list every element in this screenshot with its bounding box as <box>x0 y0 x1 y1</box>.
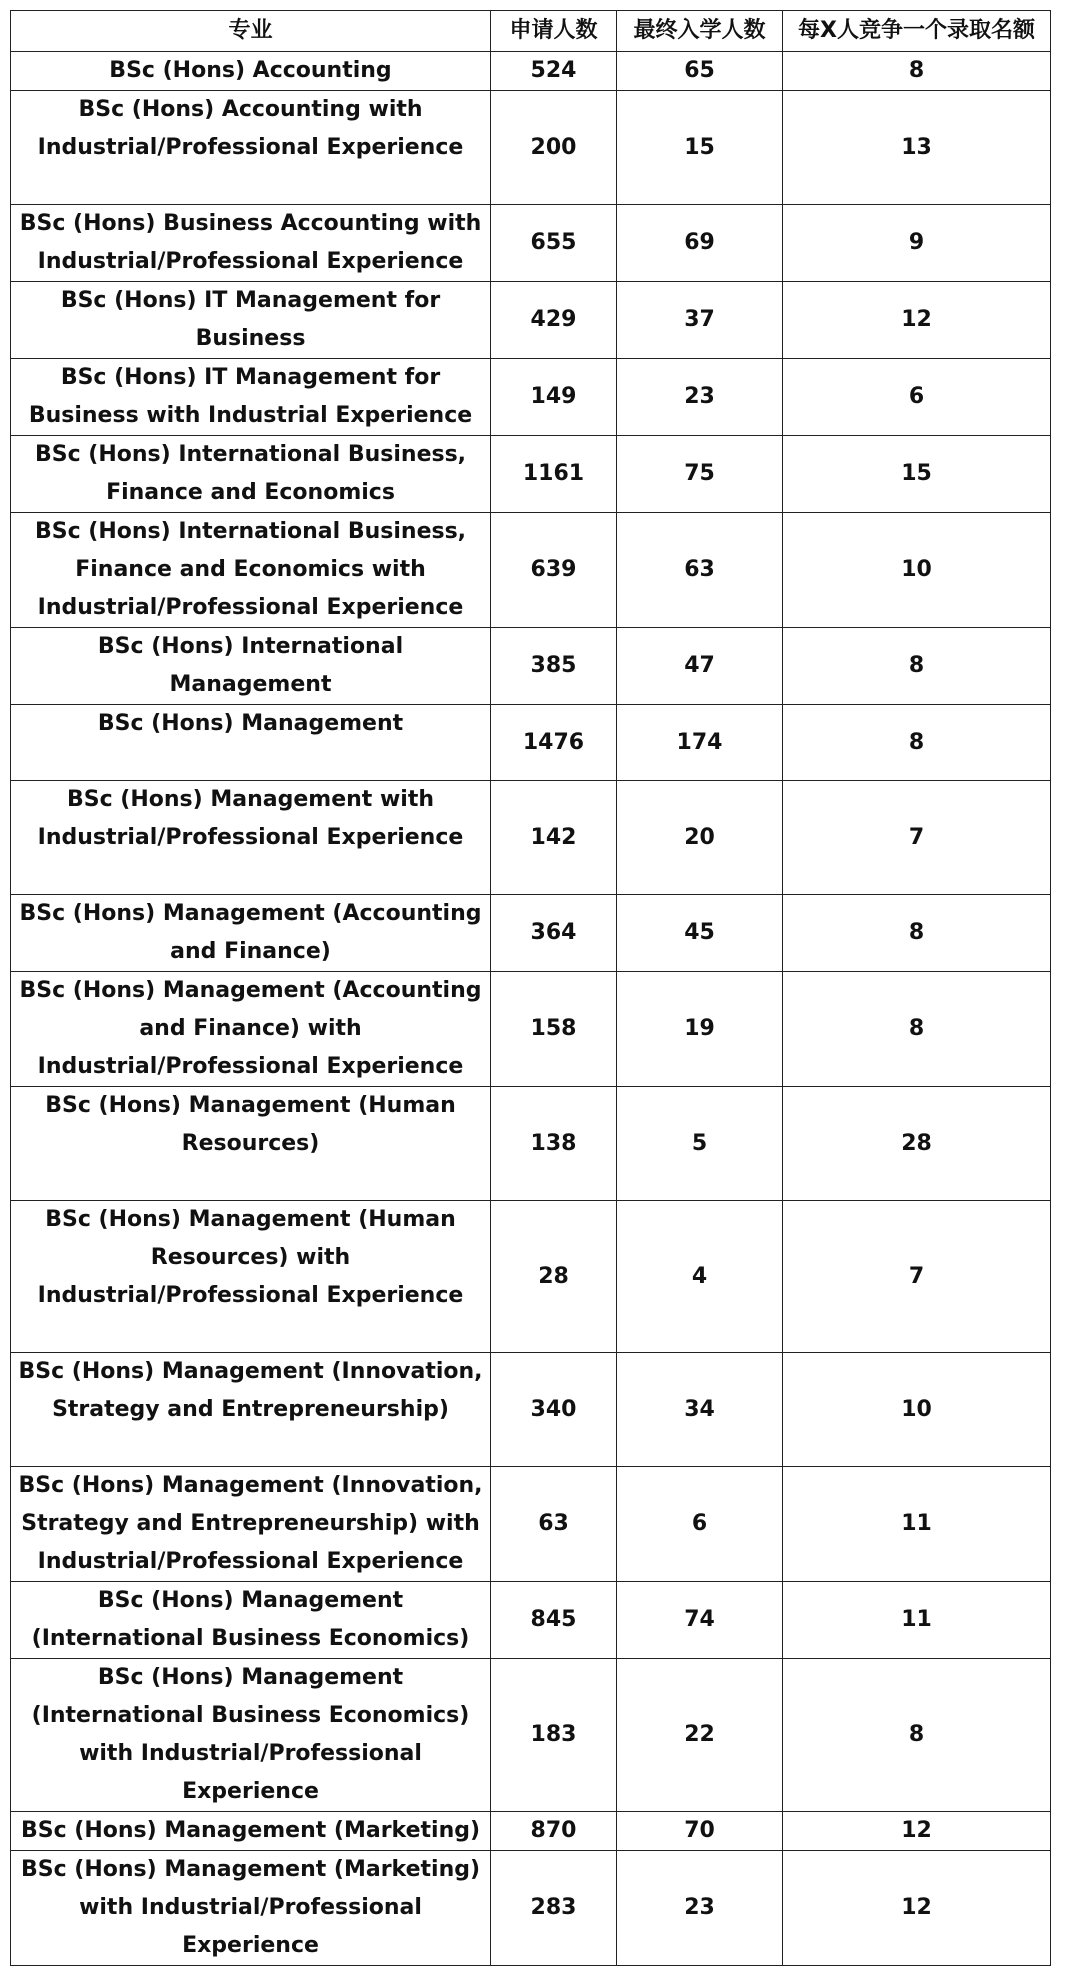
table-row <box>11 1851 1051 1966</box>
applicants-cell: 283 <box>491 1851 617 1966</box>
applicants-cell: 200 <box>491 91 617 205</box>
applicants-cell: 385 <box>491 628 617 705</box>
major-cell: BSc (Hons) Business Accounting with Industrial/Professional Experience <box>11 205 491 282</box>
header-applicants: 申请人数 <box>491 11 617 52</box>
ratio-cell: 11 <box>783 1467 1051 1582</box>
ratio-cell: 13 <box>783 91 1051 205</box>
table-row <box>11 52 1051 91</box>
applicants-cell: 639 <box>491 513 617 628</box>
table-row <box>11 781 1051 895</box>
admissions-table-container <box>10 10 1050 1966</box>
enrolled-cell: 19 <box>617 972 783 1087</box>
major-cell: BSc (Hons) Management (Innovation, Strategy and Entrepreneurship) <box>11 1353 491 1467</box>
ratio-cell: 6 <box>783 359 1051 436</box>
enrolled-cell: 20 <box>617 781 783 895</box>
applicants-cell: 524 <box>491 52 617 91</box>
major-cell: BSc (Hons) Management <box>11 705 491 781</box>
table-row <box>11 513 1051 628</box>
applicants-cell: 845 <box>491 1582 617 1659</box>
table-row <box>11 1467 1051 1582</box>
ratio-cell: 12 <box>783 1851 1051 1966</box>
enrolled-cell: 45 <box>617 895 783 972</box>
table-row <box>11 1087 1051 1201</box>
enrolled-cell: 74 <box>617 1582 783 1659</box>
enrolled-cell: 65 <box>617 52 783 91</box>
ratio-cell: 10 <box>783 1353 1051 1467</box>
ratio-cell: 8 <box>783 52 1051 91</box>
major-cell: BSc (Hons) Management (International Business Economics) with Industrial/Professional Experience <box>11 1659 491 1812</box>
applicants-cell: 655 <box>491 205 617 282</box>
enrolled-cell: 174 <box>617 705 783 781</box>
enrolled-cell: 37 <box>617 282 783 359</box>
table-body <box>11 52 1051 1966</box>
applicants-cell: 1476 <box>491 705 617 781</box>
ratio-cell: 7 <box>783 1201 1051 1353</box>
table-row <box>11 1582 1051 1659</box>
applicants-cell: 183 <box>491 1659 617 1812</box>
ratio-cell: 15 <box>783 436 1051 513</box>
applicants-cell: 340 <box>491 1353 617 1467</box>
enrolled-cell: 23 <box>617 1851 783 1966</box>
header-major: 专业 <box>11 11 491 52</box>
major-cell: BSc (Hons) Management (Marketing) <box>11 1812 491 1851</box>
applicants-cell: 63 <box>491 1467 617 1582</box>
enrolled-cell: 63 <box>617 513 783 628</box>
major-cell: BSc (Hons) Management (Accounting and Finance) with Industrial/Professional Experience <box>11 972 491 1087</box>
enrolled-cell: 5 <box>617 1087 783 1201</box>
table-row <box>11 205 1051 282</box>
major-cell: BSc (Hons) Management (International Business Economics) <box>11 1582 491 1659</box>
table-row <box>11 1353 1051 1467</box>
applicants-cell: 28 <box>491 1201 617 1353</box>
enrolled-cell: 22 <box>617 1659 783 1812</box>
enrolled-cell: 6 <box>617 1467 783 1582</box>
table-row <box>11 91 1051 205</box>
enrolled-cell: 23 <box>617 359 783 436</box>
table-row <box>11 436 1051 513</box>
ratio-cell: 8 <box>783 705 1051 781</box>
ratio-cell: 8 <box>783 628 1051 705</box>
major-cell: BSc (Hons) IT Management for Business with Industrial Experience <box>11 359 491 436</box>
major-cell: BSc (Hons) Management (Human Resources) with Industrial/Professional Experience <box>11 1201 491 1353</box>
major-cell: BSc (Hons) Management (Marketing) with Industrial/Professional Experience <box>11 1851 491 1966</box>
table-row <box>11 1812 1051 1851</box>
applicants-cell: 138 <box>491 1087 617 1201</box>
applicants-cell: 429 <box>491 282 617 359</box>
ratio-cell: 8 <box>783 972 1051 1087</box>
table-row <box>11 705 1051 781</box>
table-row <box>11 1201 1051 1353</box>
ratio-cell: 10 <box>783 513 1051 628</box>
table-row <box>11 972 1051 1087</box>
table-row <box>11 282 1051 359</box>
major-cell: BSc (Hons) Management (Human Resources) <box>11 1087 491 1201</box>
ratio-cell: 9 <box>783 205 1051 282</box>
applicants-cell: 158 <box>491 972 617 1087</box>
table-row <box>11 1659 1051 1812</box>
applicants-cell: 1161 <box>491 436 617 513</box>
header-enrolled: 最终入学人数 <box>617 11 783 52</box>
applicants-cell: 142 <box>491 781 617 895</box>
enrolled-cell: 69 <box>617 205 783 282</box>
major-cell: BSc (Hons) IT Management for Business <box>11 282 491 359</box>
ratio-cell: 7 <box>783 781 1051 895</box>
ratio-cell: 11 <box>783 1582 1051 1659</box>
table-row <box>11 628 1051 705</box>
table-row <box>11 359 1051 436</box>
applicants-cell: 870 <box>491 1812 617 1851</box>
admissions-table <box>10 10 1051 1966</box>
enrolled-cell: 15 <box>617 91 783 205</box>
ratio-cell: 8 <box>783 1659 1051 1812</box>
major-cell: BSc (Hons) International Business, Finance and Economics <box>11 436 491 513</box>
major-cell: BSc (Hons) Management with Industrial/Professional Experience <box>11 781 491 895</box>
enrolled-cell: 70 <box>617 1812 783 1851</box>
enrolled-cell: 47 <box>617 628 783 705</box>
major-cell: BSc (Hons) International Business, Finance and Economics with Industrial/Professional Experience <box>11 513 491 628</box>
table-row <box>11 895 1051 972</box>
table-header-row <box>11 11 1051 52</box>
ratio-cell: 28 <box>783 1087 1051 1201</box>
ratio-cell: 12 <box>783 1812 1051 1851</box>
enrolled-cell: 34 <box>617 1353 783 1467</box>
enrolled-cell: 4 <box>617 1201 783 1353</box>
applicants-cell: 149 <box>491 359 617 436</box>
major-cell: BSc (Hons) Accounting with Industrial/Professional Experience <box>11 91 491 205</box>
major-cell: BSc (Hons) International Management <box>11 628 491 705</box>
enrolled-cell: 75 <box>617 436 783 513</box>
ratio-cell: 12 <box>783 282 1051 359</box>
ratio-cell: 8 <box>783 895 1051 972</box>
header-ratio: 每X人竞争一个录取名额 <box>783 11 1051 52</box>
applicants-cell: 364 <box>491 895 617 972</box>
major-cell: BSc (Hons) Management (Innovation, Strategy and Entrepreneurship) with Industrial/Professional Experience <box>11 1467 491 1582</box>
major-cell: BSc (Hons) Accounting <box>11 52 491 91</box>
major-cell: BSc (Hons) Management (Accounting and Finance) <box>11 895 491 972</box>
